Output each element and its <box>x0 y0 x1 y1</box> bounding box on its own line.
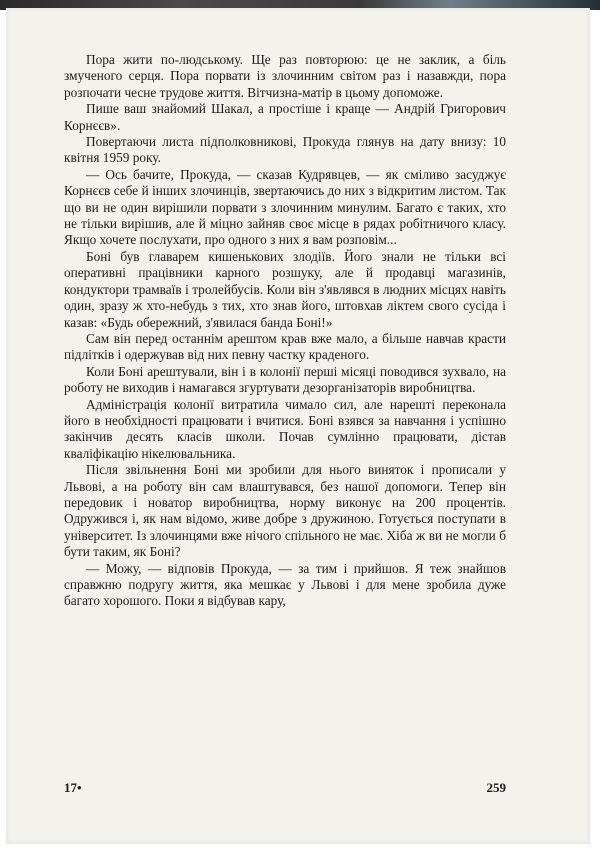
paragraph-6: Сам він перед останнім арештом крав вже мало, а більше навчав красти підлітків і одержував від них певну частку краденого. <box>64 330 506 363</box>
paragraph-8: Адміністрація колонії витратила чимало сил, але нарешті переконала його в необхідності працювати і вчитися. Боні взявся за навчання і успішно закінчив десять класів школи. Почав сумлінно працювати, дістав кваліфікацію нікелювальника. <box>64 396 506 461</box>
paragraph-10: — Можу, — відповів Прокуда, — за тим і прийшов. Я теж знайшов справжню подругу життя, яка мешкає у Львові і для мене зробила дуже багато хорошого. Поки я відбував кару, <box>64 560 506 609</box>
paragraph-7: Коли Боні арештували, він і в колонії перші місяці поводився зухвало, на роботу не виходив і намагався згуртувати дезорганізаторів виробництва. <box>64 363 506 396</box>
paragraph-4: — Ось бачите, Прокуда, — сказав Кудрявцев, — як сміливо засуджує Корнєєв себе й інших злочинців, звертаючись до них з відкритим листом. Так що ви не один вирішили порвати з злочинним минулим. Багато є таких, хто не тільки вирішив, але й міцно зайняв своє місце в рядах робітничого класу. Якщо хочете послухати, про одного з них я вам розповім... <box>64 166 506 248</box>
paragraph-1: Пора жити по-людському. Ще раз повторюю: це не заклик, а біль змученого серця. Пора порвати із злочинним світом раз і назавжди, пора розпочати чесне трудове життя. Вітчизна-матір в цьому допоможе. <box>64 52 506 100</box>
paragraph-2: Пише ваш знайомий Шакал, а простіше і краще — Андрій Григорович Корнєєв». <box>64 101 506 133</box>
body-text <box>64 52 506 610</box>
paragraph-5: Боні був главарем кишенькових злодіїв. Його знали не тільки всі оперативні працівники карного розшуку, але й продавці магазинів, кондуктори трамваїв і тролейбусів. Коли він з'являвся в людних місцях навіть один, зразу ж хто-небудь з тих, хто знав його, штовхав ліктем свого сусіда і казав: «Будь обережний, з'явилася банда Боні!» <box>64 248 506 330</box>
page-number: 259 <box>486 780 506 795</box>
book-page <box>6 8 590 844</box>
page-footer <box>64 780 506 800</box>
paragraph-9: Після звільнення Боні ми зробили для нього виняток і прописали у Львові, а на роботу він сам влаштувався, без нашої допомоги. Тепер він передовик і новатор виробництва, норму виконує на 200 процентів. Одружився і, як нам відомо, живе добре з дружиною. Готується поступати в університет. Із злочинцями вже нічого спільного не має. Хіба ж ви не могли б бути таким, як Боні? <box>64 462 506 560</box>
signature-mark: 17• <box>64 780 82 795</box>
paragraph-3: Повертаючи листа підполковникові, Прокуда глянув на дату внизу: 10 квітня 1959 року. <box>64 134 506 166</box>
